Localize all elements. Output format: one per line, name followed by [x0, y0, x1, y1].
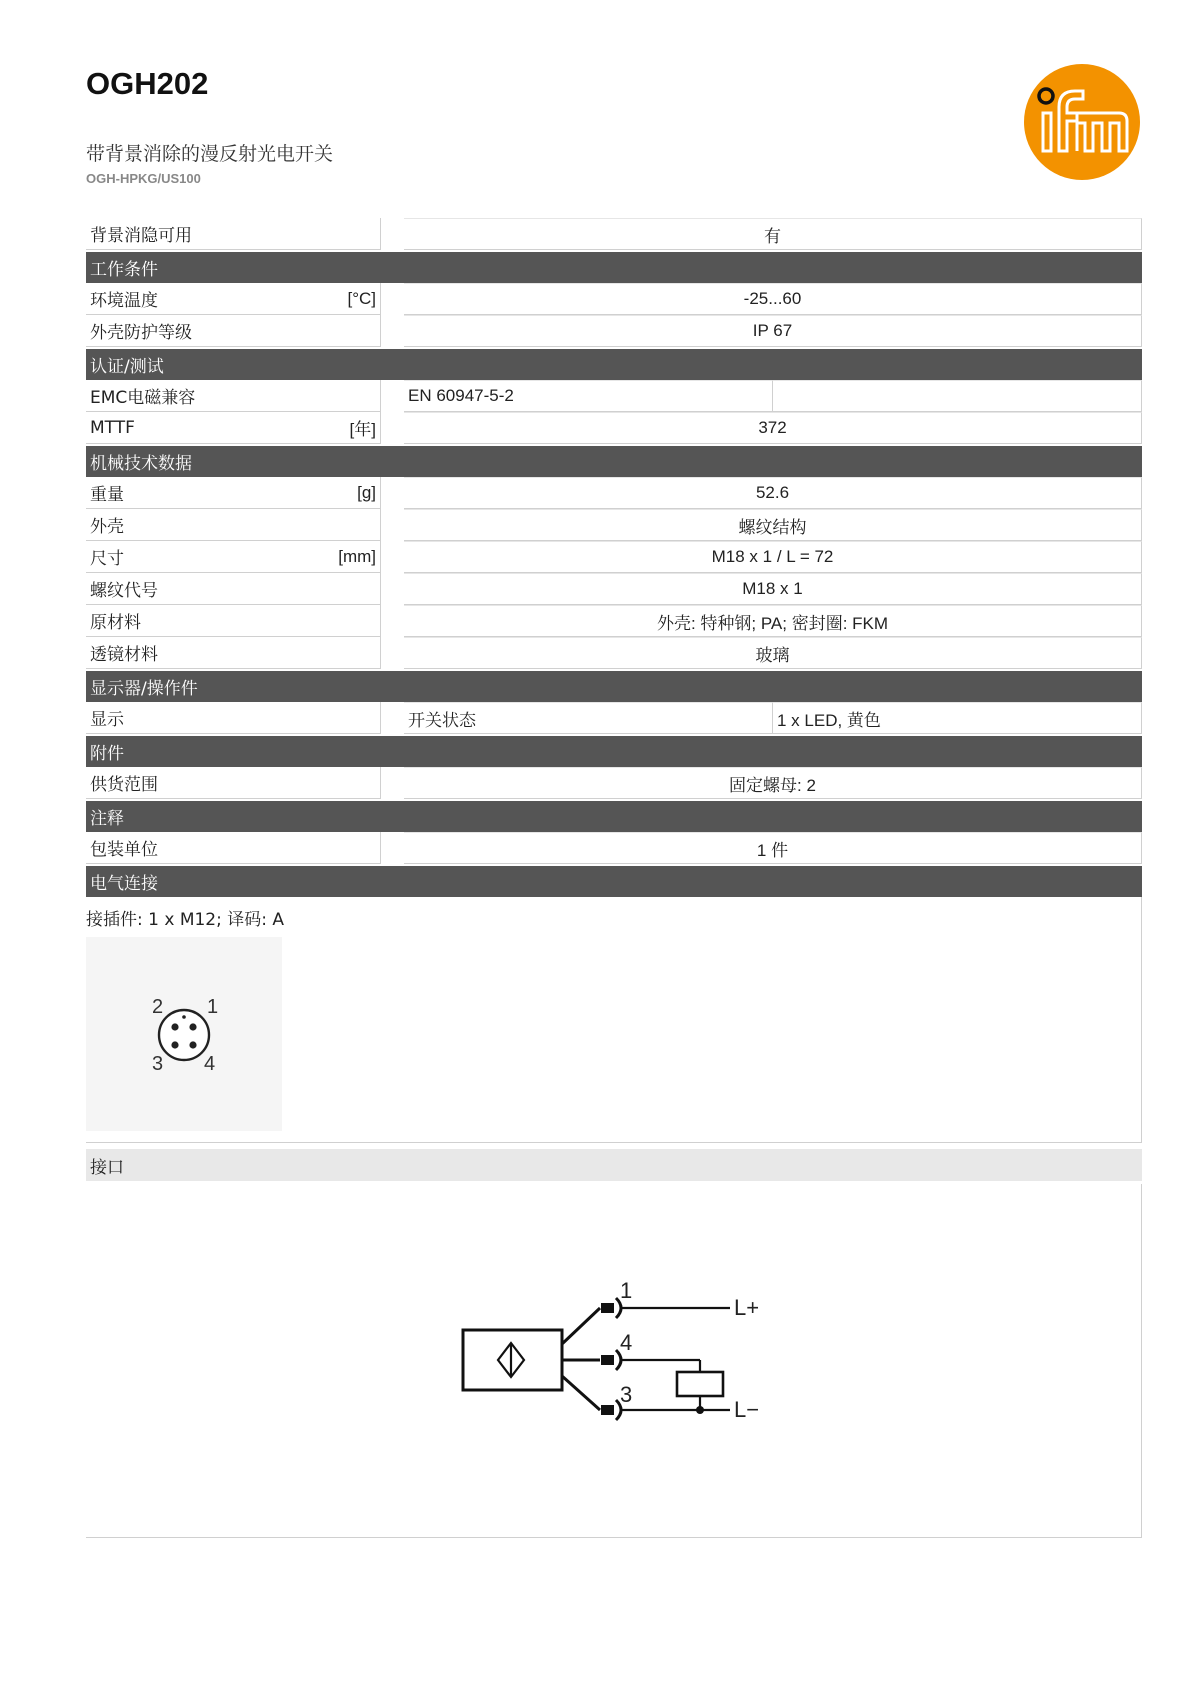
row-value: 螺纹结构 — [404, 509, 1142, 541]
row-value-2 — [773, 380, 1142, 412]
row-label: 重量 — [90, 485, 124, 505]
row-packaging — [86, 832, 1142, 864]
wire-label: 4 — [620, 1330, 633, 1355]
wire-label: 1 — [620, 1282, 633, 1303]
pin-label: 1 — [207, 996, 219, 1018]
connection-panel — [86, 897, 1142, 1143]
row-label: MTTF — [90, 417, 135, 438]
row-label: EMC电磁兼容 — [90, 388, 196, 408]
wiring-diagram — [460, 1282, 780, 1442]
row-material — [86, 605, 1142, 637]
row-label: 显示 — [90, 710, 124, 730]
row-label: 尺寸 — [90, 549, 124, 569]
row-label: 螺纹代号 — [90, 581, 158, 601]
row-emc — [86, 380, 1142, 412]
row-value: 1 件 — [404, 832, 1142, 864]
row-value: 玻璃 — [404, 637, 1142, 669]
section-accessories: 附件 — [86, 736, 1142, 767]
row-value: EN 60947-5-2 — [404, 380, 773, 412]
row-dimensions — [86, 541, 1142, 573]
product-code: OGH-HPKG/US100 — [86, 171, 201, 186]
row-weight — [86, 477, 1142, 509]
page-title: OGH202 — [86, 66, 209, 101]
ifm-logo — [1023, 63, 1141, 181]
load-icon — [677, 1372, 723, 1396]
row-label: 背景消隐可用 — [90, 226, 192, 246]
row-supply — [86, 767, 1142, 799]
row-value: -25...60 — [404, 283, 1142, 315]
pin-diagram — [86, 937, 282, 1131]
section-electrical: 电气连接 — [86, 866, 1142, 897]
row-unit: [mm] — [338, 546, 376, 566]
pin-label: 4 — [204, 1053, 216, 1075]
row-value-2: 1 x LED, 黄色 — [773, 702, 1142, 734]
row-label: 环境温度 — [90, 291, 158, 311]
row-lens — [86, 637, 1142, 669]
row-label: 原材料 — [90, 613, 141, 633]
row-value: 52.6 — [404, 477, 1142, 509]
row-label: 包装单位 — [90, 840, 158, 860]
spec-table — [86, 218, 1142, 1538]
sensor-box — [463, 1330, 562, 1390]
row-bg-suppression — [86, 218, 1142, 250]
wire-label: 3 — [620, 1382, 633, 1407]
row-thread — [86, 573, 1142, 605]
row-display — [86, 702, 1142, 734]
row-unit: [g] — [357, 482, 376, 502]
product-subtitle: 带背景消除的漫反射光电开关 — [86, 143, 334, 165]
section-mechanical: 机械技术数据 — [86, 446, 1142, 477]
row-housing — [86, 509, 1142, 541]
wiring-panel — [86, 1184, 1142, 1538]
interface-heading: 接口 — [86, 1149, 1142, 1181]
row-value: M18 x 1 — [404, 573, 1142, 605]
row-value: 有 — [404, 218, 1142, 250]
pin-label: 2 — [152, 996, 164, 1018]
row-value: 372 — [404, 412, 1142, 444]
supply-minus-label: L− — [734, 1397, 760, 1422]
row-value: IP 67 — [404, 315, 1142, 347]
section-notes: 注释 — [86, 801, 1142, 832]
section-operating: 工作条件 — [86, 252, 1142, 283]
row-value: 固定螺母: 2 — [404, 767, 1142, 799]
section-certification: 认证/测试 — [86, 349, 1142, 380]
row-ambient-temp — [86, 283, 1142, 315]
section-display: 显示器/操作件 — [86, 671, 1142, 702]
row-unit: [年] — [349, 420, 376, 439]
supply-plus-label: L+ — [734, 1295, 760, 1320]
row-value: 开关状态 — [404, 702, 773, 734]
row-mttf — [86, 412, 1142, 444]
connector-description: 接插件: 1 x M12; 译码: A — [86, 910, 285, 930]
row-label: 透镜材料 — [90, 645, 158, 665]
row-label: 外壳 — [90, 517, 124, 537]
pin-label: 3 — [152, 1053, 164, 1075]
row-unit: [°C] — [347, 288, 376, 308]
row-label: 外壳防护等级 — [90, 323, 192, 343]
row-value: 外壳: 特种钢; PA; 密封圈: FKM — [404, 605, 1142, 637]
row-value: M18 x 1 / L = 72 — [404, 541, 1142, 573]
row-protection — [86, 315, 1142, 347]
row-label: 供货范围 — [90, 775, 158, 795]
